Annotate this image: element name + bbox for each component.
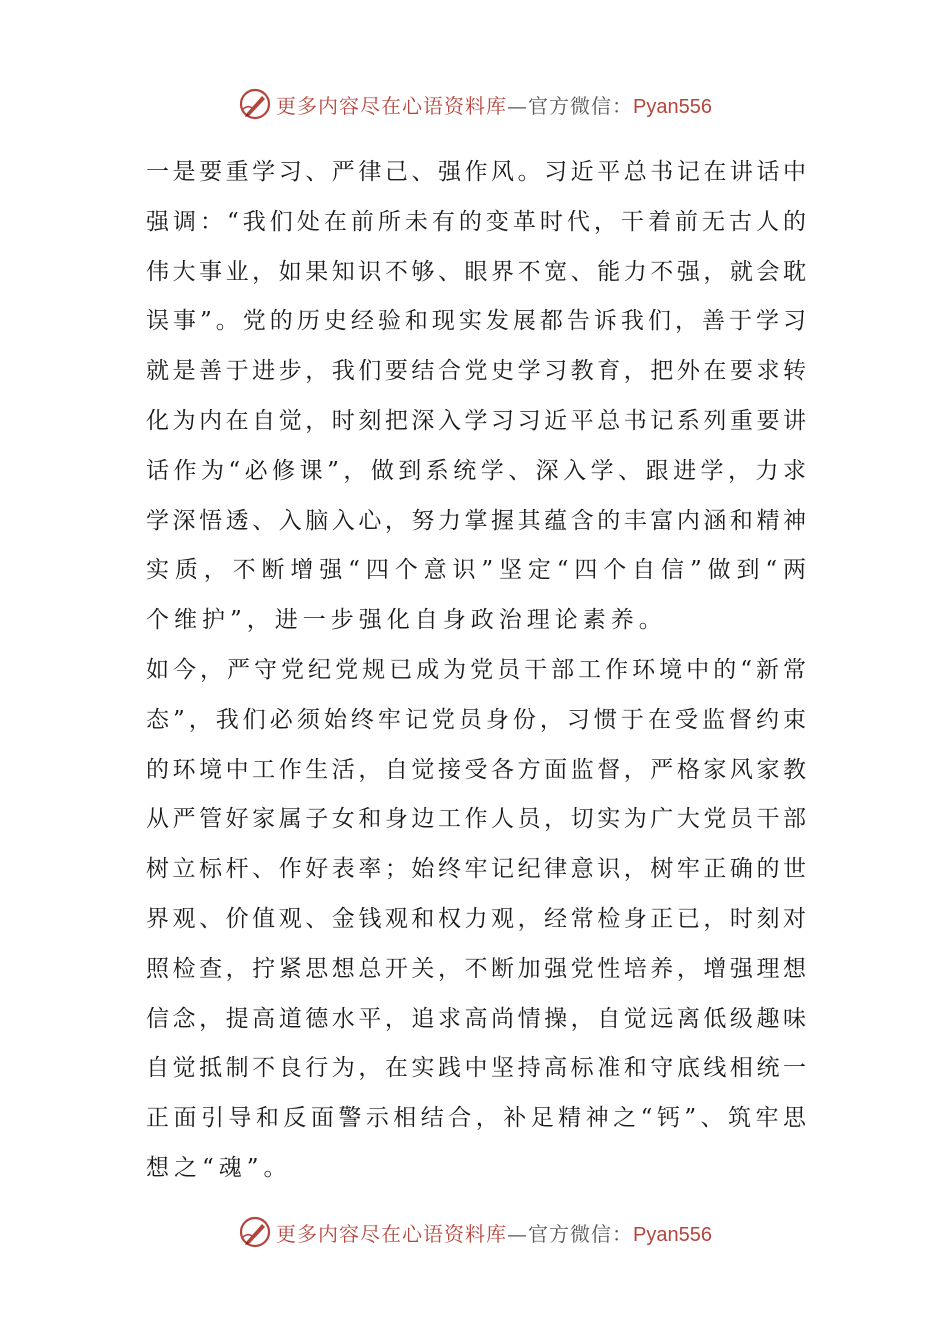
pen-logo-icon — [238, 87, 272, 121]
banner-text — [276, 90, 712, 119]
text-line: 正面引导和反面警示相结合，补足精神之“钙”、筑牢思 — [146, 1105, 806, 1132]
paragraph — [146, 148, 806, 646]
text-line: 一是要重学习、严律己、强作风。习近平总书记在讲话中 — [146, 159, 806, 185]
text-line: 态”，我们必须始终牢记党员身份，习惯于在受监督约束 — [146, 706, 806, 733]
text-line: 从严管好家属子女和身边工作人员，切实为广大党员干部 — [146, 806, 806, 833]
text-line: 自觉抵制不良行为，在实践中坚持高标准和守底线相统一 — [146, 1055, 806, 1082]
header-banner — [0, 82, 950, 126]
text-line: 的环境中工作生活，自觉接受各方面监督，严格家风家教 — [146, 756, 806, 783]
text-line: 树立标杆、作好表率；始终牢记纪律意识，树牢正确的世 — [146, 856, 806, 883]
text-line: 就是善于进步，我们要结合党史学习教育，把外在要求转 — [146, 358, 806, 385]
banner-wechat-id: Pyan556 — [633, 1223, 712, 1246]
document-body — [146, 148, 806, 1194]
banner-site-text: 更多内容尽在心语资料库 — [276, 1221, 508, 1246]
text-line: 学深悟透、入脑入心，努力掌握其蕴含的丰富内涵和精神 — [146, 507, 806, 534]
text-line: 强调：“我们处在前所未有的变革时代，干着前无古人的 — [146, 208, 806, 235]
banner-wechat-id: Pyan556 — [633, 95, 712, 118]
banner-wechat-label: 官方微信： — [528, 93, 634, 118]
banner-separator: — — [507, 93, 529, 118]
paragraph — [146, 646, 806, 1194]
text-line: 实质，不断增强“四个意识”坚定“四个自信”做到“两 — [146, 557, 806, 584]
text-line: 误事”。党的历史经验和现实发展都告诉我们，善于学习 — [146, 308, 806, 335]
pen-logo-icon — [238, 1215, 272, 1249]
text-line: 照检查，拧紧思想总开关，不断加强党性培养，增强理想 — [146, 955, 806, 982]
banner-site-text: 更多内容尽在心语资料库 — [276, 93, 508, 118]
text-line: 个维护”，进一步强化自身政治理论素养。 — [146, 607, 667, 634]
text-line: 话作为“必修课”，做到系统学、深入学、跟进学，力求 — [146, 457, 806, 484]
text-line: 化为内在自觉，时刻把深入学习习近平总书记系列重要讲 — [146, 407, 806, 434]
text-line: 界观、价值观、金钱观和权力观，经常检身正已，时刻对 — [146, 905, 806, 932]
banner-text — [276, 1218, 712, 1247]
text-line: 信念，提高道德水平，追求高尚情操，自觉远离低级趣味 — [146, 1005, 806, 1032]
text-line: 想之“魂”。 — [146, 1154, 292, 1181]
banner-separator: — — [507, 1221, 529, 1246]
text-line: 伟大事业，如果知识不够、眼界不宽、能力不强，就会耽 — [146, 258, 806, 285]
text-line: 如今，严守党纪党规已成为党员干部工作环境中的“新常 — [146, 656, 806, 683]
footer-banner — [0, 1210, 950, 1254]
banner-wechat-label: 官方微信： — [528, 1221, 634, 1246]
